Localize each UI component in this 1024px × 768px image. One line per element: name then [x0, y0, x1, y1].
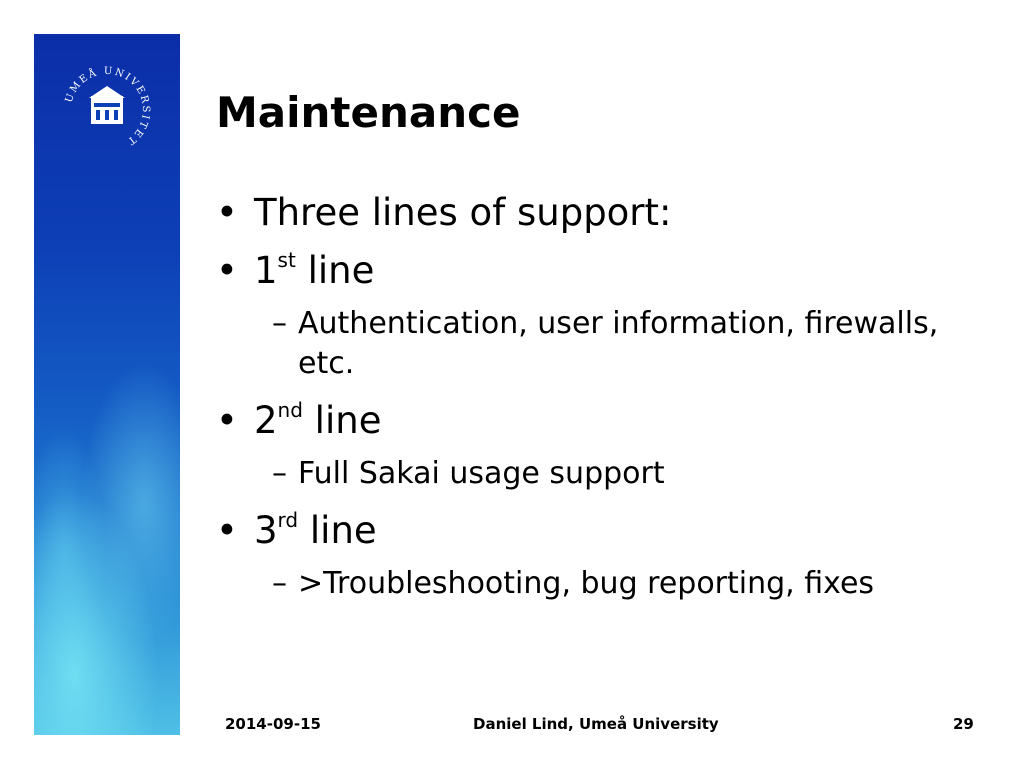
bullet-item: [216, 508, 996, 554]
bullet-glyph: •: [216, 191, 238, 234]
ordinal-suffix: rd: [277, 508, 299, 532]
slide-title: Maintenance: [216, 88, 521, 137]
footer-date: 2014-09-15: [225, 715, 321, 733]
bullet-glyph: •: [216, 399, 238, 442]
ordinal-suffix: st: [277, 248, 296, 272]
sub-bullet-item: [216, 304, 996, 384]
bullet-text: line: [302, 399, 382, 442]
line-number: 2: [254, 399, 278, 442]
bullet-text: Three lines of support:: [254, 191, 672, 234]
bullet-text: line: [298, 509, 377, 552]
sub-bullet-item: [216, 564, 996, 604]
decorative-side-band: [34, 34, 180, 735]
bullet-item: [216, 190, 996, 236]
university-seal-logo: [63, 66, 151, 154]
dash-glyph: –: [272, 456, 287, 491]
sub-bullet-text: Full Sakai usage support: [298, 456, 665, 491]
slide-number: 29: [953, 715, 974, 733]
sub-bullet-text: >Troubleshooting, bug reporting, fixes: [298, 566, 875, 601]
bullet-item: [216, 398, 996, 444]
dash-glyph: –: [272, 306, 287, 341]
sub-bullet-item: [216, 454, 996, 494]
line-number: 3: [254, 509, 278, 552]
seal-text: UMEÅ UNIVERSITET: [63, 66, 151, 148]
bullet-glyph: •: [216, 249, 238, 292]
bullet-glyph: •: [216, 509, 238, 552]
footer-author: Daniel Lind, Umeå University: [473, 715, 719, 733]
dash-glyph: –: [272, 566, 287, 601]
bullet-list: [216, 190, 996, 618]
sub-bullet-text: Authentication, user information, firewalls, etc.: [298, 306, 939, 381]
ordinal-suffix: nd: [277, 398, 303, 422]
bullet-text: line: [295, 249, 375, 292]
bullet-item: [216, 248, 996, 294]
line-number: 1: [254, 249, 278, 292]
